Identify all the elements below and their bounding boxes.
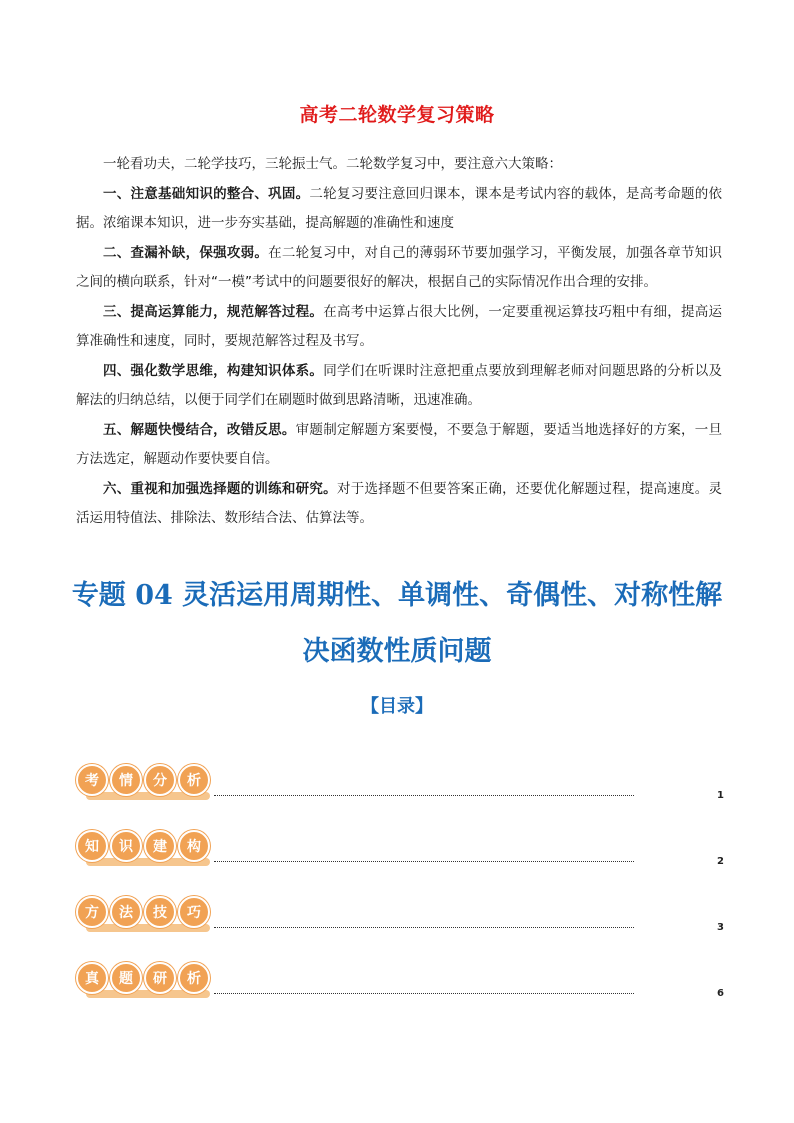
badge-char: 技 [144, 896, 176, 928]
strategy-heading: 二、查漏补缺，保强攻弱。 [103, 244, 269, 261]
toc-page-number: 3 [717, 922, 724, 933]
badge-char: 析 [178, 764, 210, 796]
badge-char: 法 [110, 896, 142, 928]
topic-title: 专题 04 灵活运用周期性、单调性、奇偶性、对称性解决函数性质问题 [71, 580, 723, 667]
strategy-paragraph-4 [76, 357, 722, 416]
badge-char: 巧 [178, 896, 210, 928]
toc-badge [76, 960, 212, 1000]
badge-char: 情 [110, 764, 142, 796]
strategy-paragraph-6 [76, 475, 722, 534]
strategy-body: 同学们在听课时注意把重点要放到理解老师对问题思路的分析以及解法的归纳总结，以便于同学们在刷题时做到思路清晰，迅速准确。 [76, 362, 723, 408]
toc-leader-dots [214, 993, 634, 994]
intro-paragraph: 一轮看功夫，二轮学技巧，三轮振士气。二轮数学复习中，要注意六大策略： [103, 156, 562, 172]
badge-char: 建 [144, 830, 176, 862]
strategy-body: 审题制定解题方案要慢，不要急于解题，要适当地选择好的方案，一旦方法选定，解题动作要快要自信。 [76, 421, 723, 467]
strategy-paragraph-5 [76, 416, 722, 475]
toc-page-number: 1 [717, 790, 724, 801]
toc-item-analysis[interactable] [76, 762, 724, 806]
toc-leader-dots [214, 795, 634, 796]
strategy-text [76, 150, 722, 534]
strategy-paragraph-2 [76, 239, 722, 298]
strategy-heading: 一、注意基础知识的整合、巩固。 [103, 185, 310, 202]
toc-badge [76, 894, 212, 934]
toc-heading: 【目录】 [361, 696, 433, 717]
strategy-heading: 五、解题快慢结合，改错反思。 [103, 421, 296, 438]
strategy-paragraph-1 [76, 180, 722, 239]
toc-badge [76, 828, 212, 868]
badge-char: 分 [144, 764, 176, 796]
badge-char: 知 [76, 830, 108, 862]
toc-item-knowledge[interactable] [76, 828, 724, 872]
toc-page-number: 2 [717, 856, 724, 867]
badge-char: 真 [76, 962, 108, 994]
strategy-heading: 六、重视和加强选择题的训练和研究。 [103, 480, 337, 497]
badge-char: 方 [76, 896, 108, 928]
strategy-body: 在二轮复习中，对自己的薄弱环节要加强学习，平衡发展，加强各章节知识之间的横向联系，针对“一模”考试中的问题要很好的解决，根据自己的实际情况作出合理的安排。 [76, 244, 723, 290]
badge-char: 研 [144, 962, 176, 994]
strategy-body: 二轮复习要注意回归课本，课本是考试内容的载体，是高考命题的依据。浓缩课本知识，进一步夯实基础，提高解题的准确性和速度 [76, 185, 723, 231]
strategy-body: 对于选择题不但要答案正确，还要优化解题过程，提高速度。灵活运用特值法、排除法、数形结合法、估算法等。 [76, 480, 723, 526]
badge-char: 析 [178, 962, 210, 994]
badge-char: 识 [110, 830, 142, 862]
toc-badge [76, 762, 212, 802]
toc-item-methods[interactable] [76, 894, 724, 938]
strategy-body: 在高考中运算占很大比例，一定要重视运算技巧粗中有细，提高运算准确性和速度，同时，要规范解答过程及书写。 [76, 303, 723, 349]
toc-leader-dots [214, 861, 634, 862]
badge-char: 构 [178, 830, 210, 862]
strategy-heading: 四、强化数学思维，构建知识体系。 [103, 362, 324, 379]
toc-leader-dots [214, 927, 634, 928]
badge-char: 考 [76, 764, 108, 796]
strategy-paragraph-3 [76, 298, 722, 357]
page-title: 高考二轮数学复习策略 [299, 104, 495, 126]
strategy-heading: 三、提高运算能力，规范解答过程。 [103, 303, 324, 320]
toc-item-exam-analysis[interactable] [76, 960, 724, 1004]
toc-page-number: 6 [717, 988, 724, 999]
badge-char: 题 [110, 962, 142, 994]
